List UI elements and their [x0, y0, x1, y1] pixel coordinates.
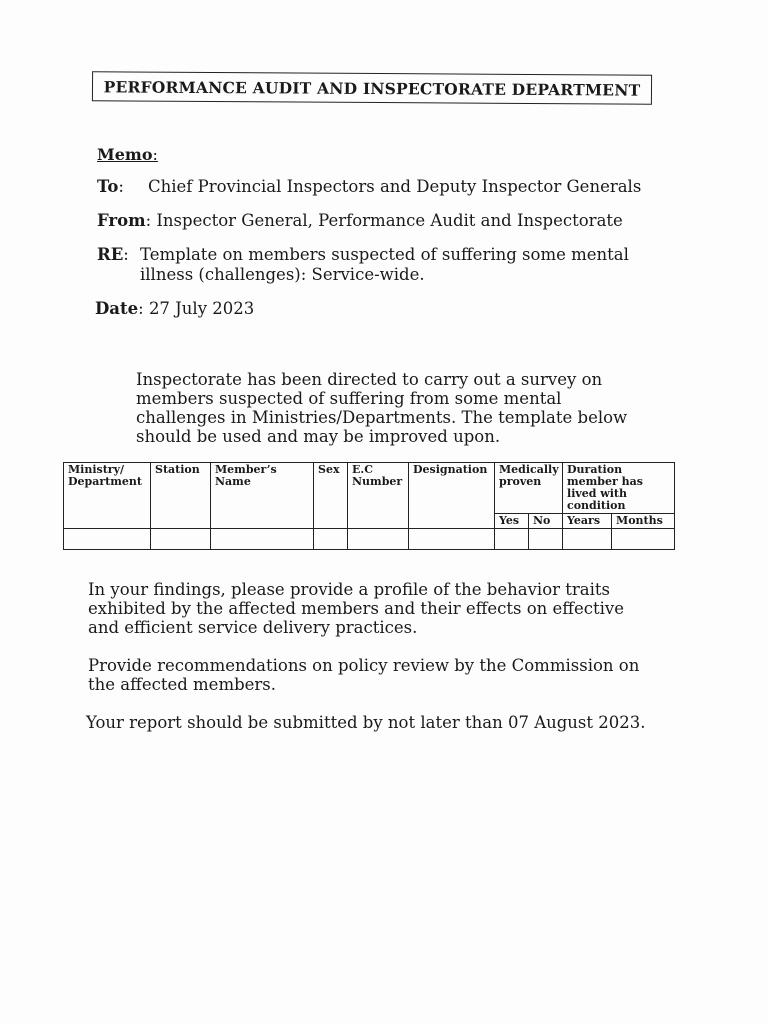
header-member-name: Member’s Name — [211, 463, 314, 529]
header-designation: Designation — [409, 463, 495, 529]
memo-heading: Memo: — [97, 145, 158, 164]
header-ministry: Ministry/ Department — [64, 463, 151, 529]
from-line: From: Inspector General, Performance Audit and Inspectorate — [97, 211, 623, 230]
header-medically-proven: Medically proven — [495, 463, 563, 514]
to-value: Chief Provincial Inspectors and Deputy Inspector Generals — [147, 177, 642, 196]
table-cell — [314, 529, 348, 550]
re-line: RE: Template on members suspected of suffering some mental illness (challenges): Service-wide. — [97, 245, 129, 265]
header-station: Station — [151, 463, 211, 529]
from-value: Inspector General, Performance Audit and Inspectorate — [156, 211, 623, 230]
table-cell — [64, 529, 151, 550]
memo-label: Memo — [97, 145, 153, 164]
findings-paragraph: In your findings, please provide a profile of the behavior traits exhibited by the affected members and their effects on effective and efficient service delivery practices. — [88, 580, 624, 637]
date-line: Date: 27 July 2023 — [95, 299, 255, 318]
re-value: Template on members suspected of suffering some mental illness (challenges): Service-wide. — [140, 245, 629, 284]
date-value: 27 July 2023 — [148, 299, 255, 318]
header-sex: Sex — [314, 463, 348, 529]
table-cell — [563, 529, 612, 550]
header-yes: Yes — [495, 514, 529, 529]
deadline-paragraph: Your report should be submitted by not later than 07 August 2023. — [86, 713, 646, 732]
department-title-box — [92, 71, 652, 104]
to-label: To — [97, 177, 119, 196]
intro-paragraph: Inspectorate has been directed to carry out a survey on members suspected of suffering from some mental challenges in Ministries/Departments. The template below should be used and may be improved upon. — [136, 370, 628, 446]
table-cell — [151, 529, 211, 550]
table-cell — [409, 529, 495, 550]
table-row — [64, 529, 675, 550]
table-cell — [211, 529, 314, 550]
recommendations-paragraph: Provide recommendations on policy review by the Commission on the affected members. — [88, 656, 640, 694]
header-months: Months — [612, 514, 675, 529]
re-label: RE — [97, 245, 124, 264]
header-ec-number: E.C Number — [348, 463, 409, 529]
table-header-row — [64, 463, 675, 514]
header-no: No — [529, 514, 563, 529]
table-cell — [348, 529, 409, 550]
survey-template-table — [63, 462, 675, 550]
department-title: PERFORMANCE AUDIT AND INSPECTORATE DEPARTMENT — [103, 76, 641, 100]
header-years: Years — [563, 514, 612, 529]
to-line: To: Chief Provincial Inspectors and Deputy Inspector Generals — [97, 177, 642, 196]
table-cell — [612, 529, 675, 550]
table-cell — [529, 529, 563, 550]
date-label: Date — [95, 299, 139, 318]
header-duration: Duration member has lived with condition — [563, 463, 675, 514]
table-cell — [495, 529, 529, 550]
from-label: From — [97, 211, 146, 230]
